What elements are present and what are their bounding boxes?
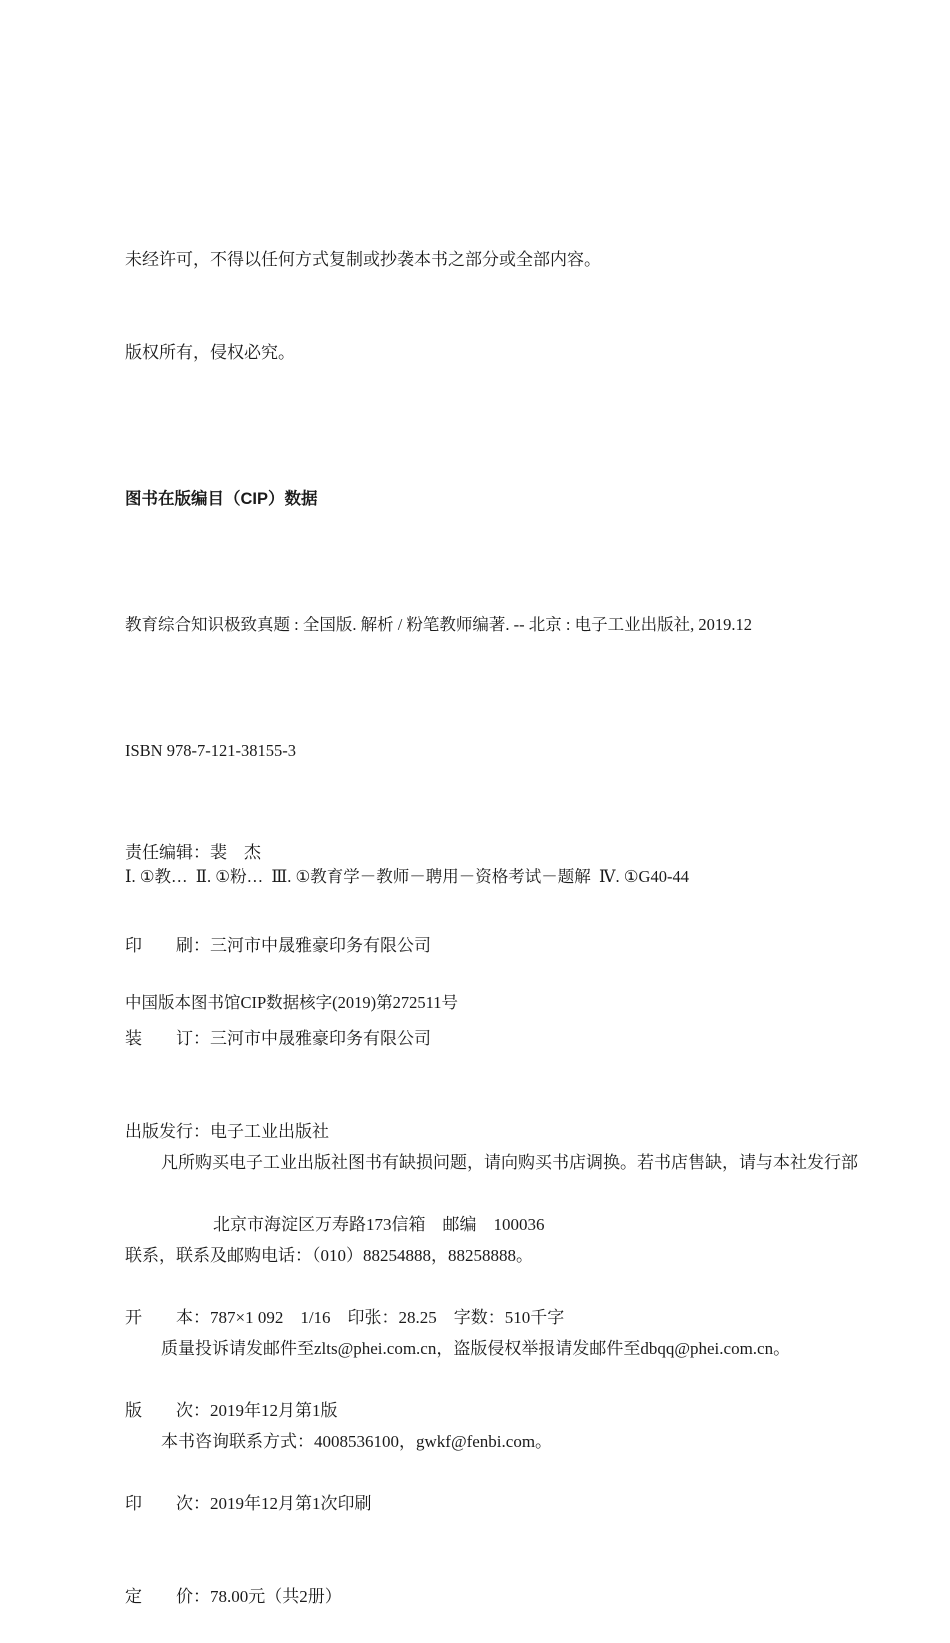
credit-label: 印次	[125, 1494, 193, 1513]
credit-label: 装订	[125, 1029, 193, 1048]
cip-bibliographic-record: 教育综合知识极致真题 : 全国版. 解析 / 粉笔教师编著. -- 北京 : 电子工业出版社, 2019.12	[125, 615, 752, 634]
complaint-contact: 质量投诉请发邮件至zlts@phei.com.cn，盗版侵权举报请发邮件至dbqq@phei.com.cn。	[161, 1339, 791, 1358]
credit-value: 电子工业出版社	[210, 1122, 329, 1141]
credit-label: 开本	[125, 1308, 193, 1327]
credit-value: 三河市中晟雅豪印务有限公司	[210, 1029, 431, 1048]
credit-colon: ：	[193, 936, 210, 955]
copyright-notice	[125, 182, 601, 399]
credit-colon: ：	[193, 1029, 210, 1048]
publisher-address: 北京市海淀区万寿路173信箱 邮编 100036	[213, 1215, 545, 1234]
credit-label: 印刷	[125, 936, 193, 955]
credit-label: 定价	[125, 1587, 193, 1606]
credit-colon: ：	[193, 1122, 210, 1141]
credit-label: 版次	[125, 1401, 193, 1420]
exchange-policy-line2: 联系，联系及邮购电话：（010）88254888，88258888。	[125, 1246, 533, 1265]
credit-colon: ：	[193, 1308, 210, 1327]
cip-heading: 图书在版编目（CIP）数据	[125, 490, 318, 508]
credit-value: 78.00元（共2册）	[210, 1587, 342, 1606]
credit-value: 裴 杰	[210, 843, 261, 862]
credit-label: 出版发行	[125, 1122, 193, 1141]
credit-value: 2019年12月第1版	[210, 1401, 338, 1420]
notice-rights-reserved: 版权所有，侵权必究。	[125, 343, 295, 362]
credit-row-price	[125, 1581, 564, 1612]
exchange-policy-line1: 凡所购买电子工业出版社图书有缺损问题，请向购买书店调换。若书店售缺，请与本社发行部	[161, 1153, 858, 1172]
credit-value: 2019年12月第1次印刷	[210, 1494, 372, 1513]
credit-colon: ：	[193, 1587, 210, 1606]
credit-colon: ：	[193, 1494, 210, 1513]
customer-service-notes	[125, 1085, 858, 1488]
credit-colon: ：	[193, 1401, 210, 1420]
credit-colon: ：	[193, 843, 210, 862]
cip-classification: Ⅰ. ①教… Ⅱ. ①粉… Ⅲ. ①教育学－教师－聘用－资格考试－题解 Ⅳ. ①G40-44	[125, 867, 689, 886]
credit-value: 787×1 092 1/16 印张：28.25 字数：510千字	[210, 1308, 565, 1327]
credit-row-binding	[125, 1023, 564, 1054]
cip-isbn: ISBN 978-7-121-38155-3	[125, 741, 296, 760]
credit-value: 三河市中晟雅豪印务有限公司	[210, 936, 431, 955]
credit-row-impression	[125, 1488, 564, 1519]
credit-row-editor	[125, 837, 564, 868]
credit-label: 责任编辑	[125, 843, 193, 862]
inquiry-contact: 本书咨询联系方式：4008536100，gwkf@fenbi.com。	[161, 1432, 553, 1451]
notice-no-copy: 未经许可，不得以任何方式复制或抄袭本书之部分或全部内容。	[125, 250, 601, 269]
cip-record-number: 中国版本图书馆CIP数据核字(2019)第272511号	[125, 993, 459, 1012]
credit-row-printing	[125, 930, 564, 961]
